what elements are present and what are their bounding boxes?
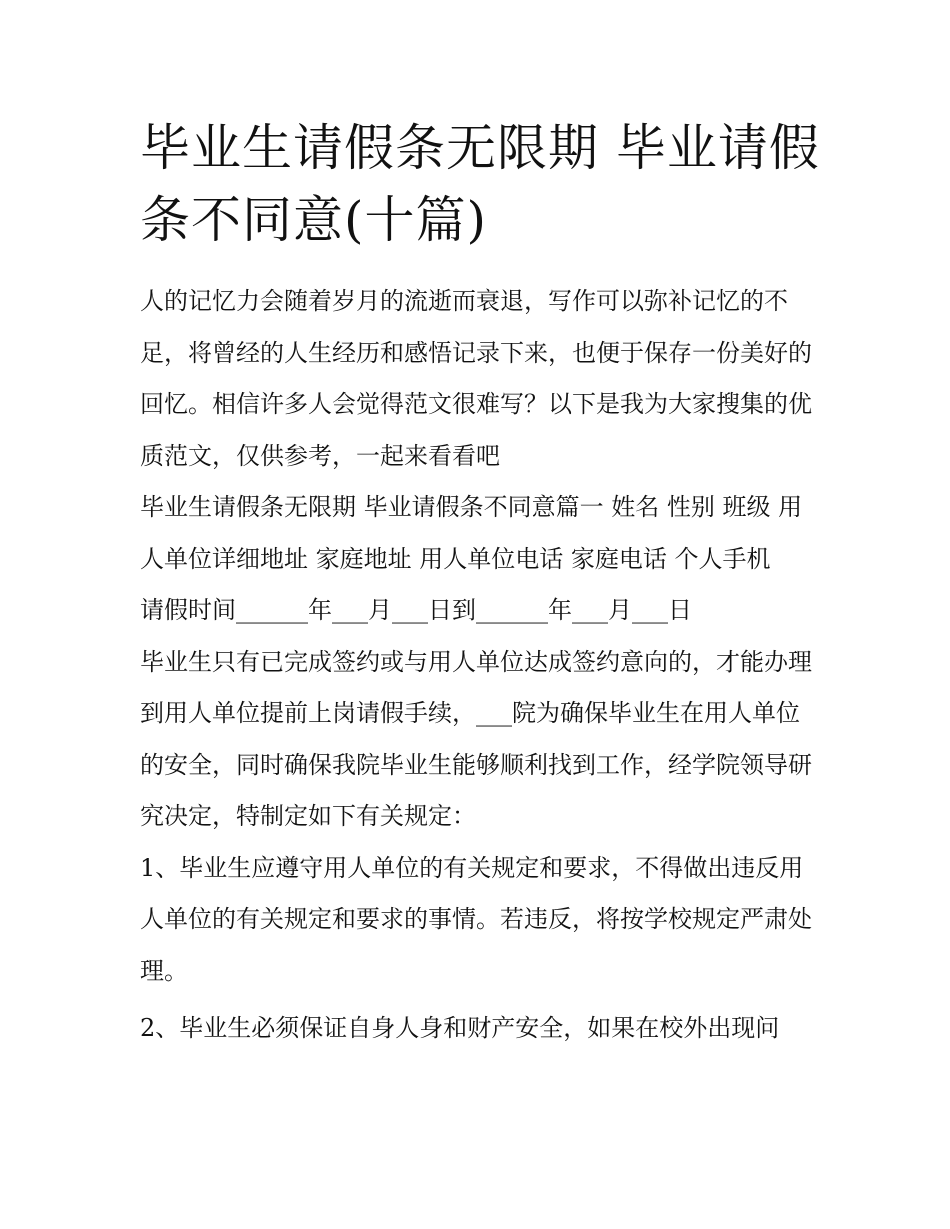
form-fields-paragraph: 毕业生请假条无限期 毕业请假条不同意篇一 姓名 性别 班级 用人单位详细地址 家庭地址 用人单位电话 家庭电话 个人手机	[140, 493, 803, 573]
rules-intro-paragraph: 毕业生只有已完成签约或与用人单位达成签约意向的，才能办理到用人单位提前上岗请假手续，___院为确保毕业生在用人单位的安全，同时确保我院毕业生能够顺利找到工作，经学院领导研究决定，特制定如下有关规定：	[140, 647, 812, 830]
leave-period-line: 请假时间______年___月___日到______年___月___日	[140, 596, 692, 624]
rule-2-paragraph: 2、毕业生必须保证自身人身和财产安全，如果在校外出现问	[140, 1014, 780, 1042]
document-body	[140, 276, 812, 1055]
rule-1-paragraph: 1、毕业生应遵守用人单位的有关规定和要求，不得做出违反用人单位的有关规定和要求的事情。若违反，将按学校规定严肃处理。	[140, 853, 812, 985]
document-title: 毕业生请假条无限期 毕业请假条不同意(十篇)	[140, 119, 820, 249]
intro-paragraph: 人的记忆力会随着岁月的流逝而衰退，写作可以弥补记忆的不足，将曾经的人生经历和感悟记录下来，也便于保存一份美好的回忆。相信许多人会觉得范文很难写？以下是我为大家搜集的优质范文，仅供参考，一起来看看吧	[140, 287, 812, 470]
